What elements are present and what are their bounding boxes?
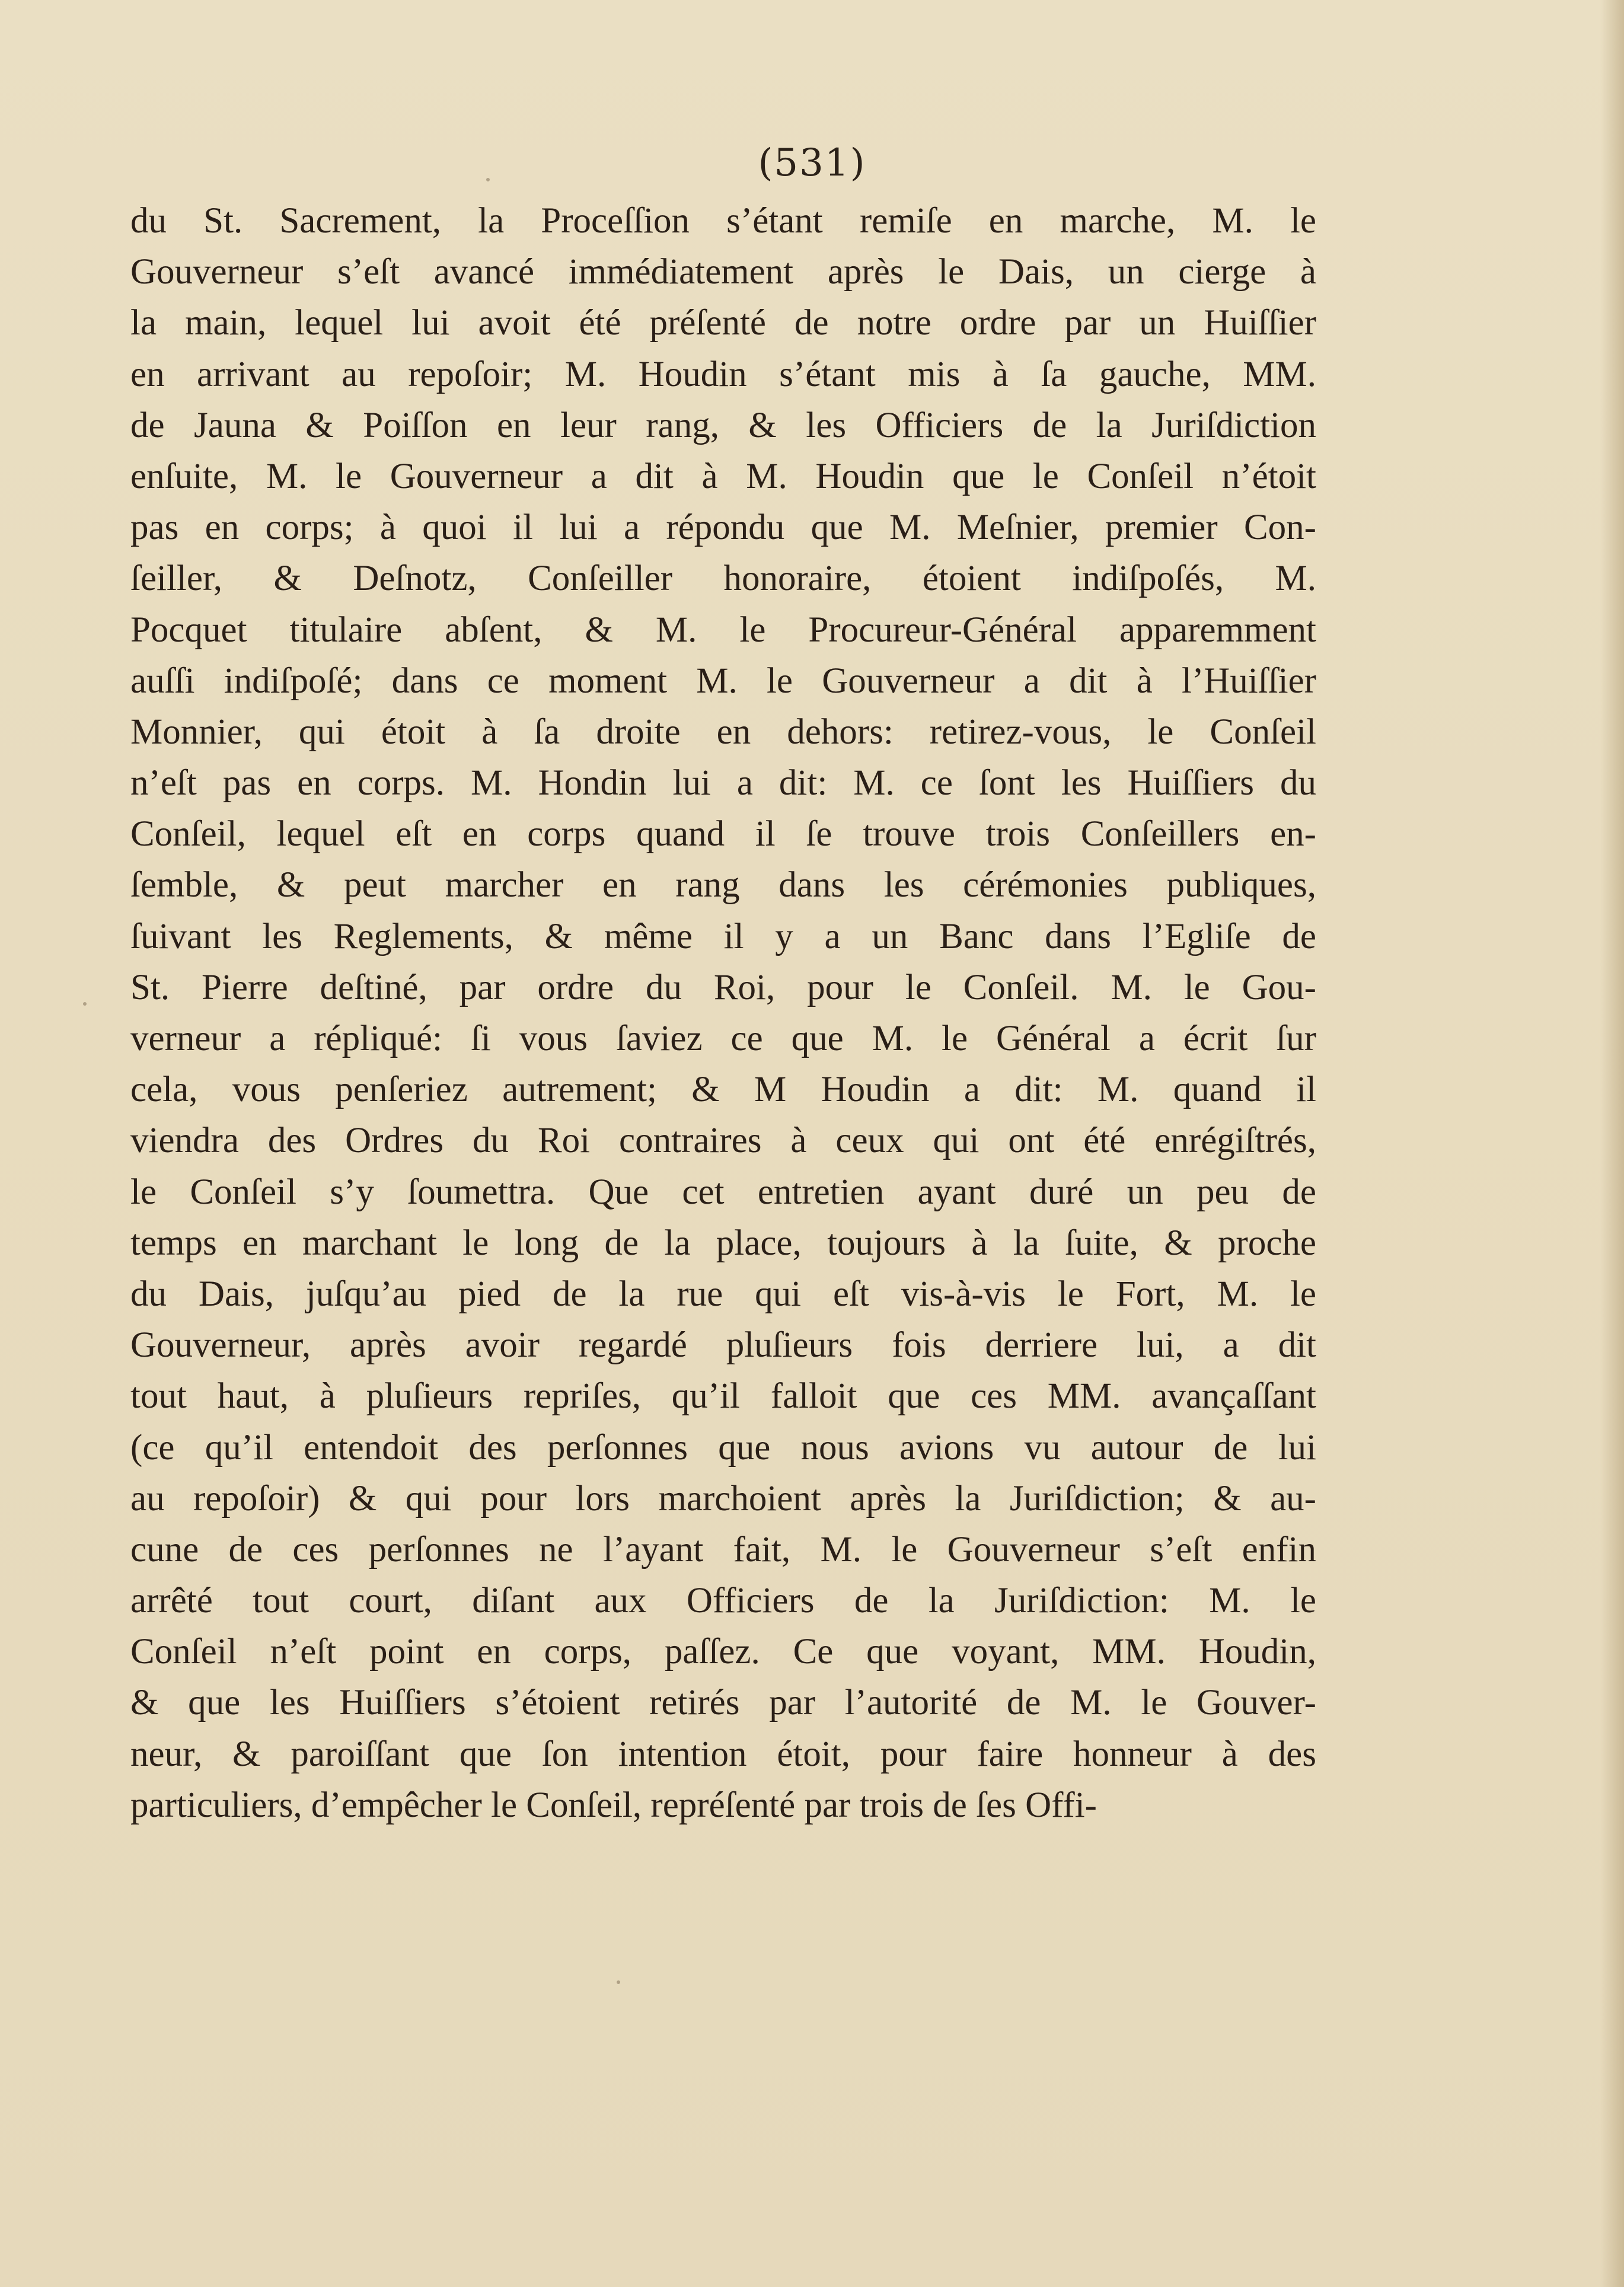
page-number: (531) <box>758 141 866 185</box>
text-line: Conſeil, lequel eſt en corps quand il ſe trouve trois Conſeillers en- <box>130 814 1316 854</box>
text-line: Monnier, qui étoit à ſa droite en dehors: retirez-vous, le Conſeil <box>130 712 1316 752</box>
text-line: Pocquet titulaire abſent, & M. le Procureur-Général apparemment <box>130 610 1316 650</box>
text-line: & que les Huiſſiers s’étoient retirés par l’autorité de M. le Gouver- <box>130 1683 1316 1723</box>
text-line: cela, vous penſeriez autrement; & M Houdin a dit: M. quand il <box>130 1070 1316 1110</box>
text-line: (ce qu’il entendoit des perſonnes que nous avions vu autour de lui <box>130 1427 1316 1468</box>
text-line: de Jauna & Poiſſon en leur rang, & les Officiers de la Juriſdiction <box>130 405 1316 445</box>
text-line: Conſeil n’eſt point en corps, paſſez. Ce que voyant, MM. Houdin, <box>130 1632 1316 1672</box>
text-line: enſuite, M. le Gouverneur a dit à M. Houdin que le Conſeil n’étoit <box>130 456 1316 496</box>
text-line: temps en marchant le long de la place, toujours à la ſuite, & proche <box>130 1223 1316 1263</box>
text-line: du Dais, juſqu’au pied de la rue qui eſt vis-à-vis le Fort, M. le <box>130 1274 1316 1314</box>
text-line: pas en corps; à quoi il lui a répondu que M. Meſnier, premier Con- <box>130 508 1316 548</box>
text-line: neur, & paroiſſant que ſon intention étoit, pour faire honneur à des <box>130 1734 1316 1774</box>
text-line: Gouverneur s’eſt avancé immédiatement après le Dais, un cierge à <box>130 252 1316 292</box>
text-line: verneur a répliqué: ſi vous ſaviez ce que M. le Général a écrit ſur <box>130 1019 1316 1058</box>
text-line: en arrivant au repoſoir; M. Houdin s’étant mis à ſa gauche, MM. <box>130 354 1316 394</box>
text-line: ſemble, & peut marcher en rang dans les cérémonies publiques, <box>130 865 1316 905</box>
paper-speck <box>486 178 490 181</box>
text-line: du St. Sacrement, la Proceſſion s’étant remiſe en marche, M. le <box>130 201 1316 241</box>
paper-speck <box>83 1002 87 1006</box>
text-line: tout haut, à pluſieurs repriſes, qu’il falloit que ces MM. avançaſſant <box>130 1376 1316 1417</box>
body-text <box>130 196 1316 1831</box>
text-line: St. Pierre deſtiné, par ordre du Roi, pour le Conſeil. M. le Gou- <box>130 967 1316 1007</box>
text-line: ſeiller, & Deſnotz, Conſeiller honoraire, étoient indiſpoſés, M. <box>130 559 1316 599</box>
page-edge-shading <box>1600 0 1624 2287</box>
text-line: viendra des Ordres du Roi contraires à ceux qui ont été enrégiſtrés, <box>130 1121 1316 1161</box>
paper-speck <box>617 1980 620 1984</box>
text-line: auſſi indiſpoſé; dans ce moment M. le Gouverneur a dit à l’Huiſſier <box>130 661 1316 701</box>
text-line: particuliers, d’empêcher le Conſeil, repréſenté par trois de ſes Offi- <box>130 1785 1097 1825</box>
text-line: Gouverneur, après avoir regardé pluſieurs fois derriere lui, a dit <box>130 1325 1316 1366</box>
text-line: la main, lequel lui avoit été préſenté de notre ordre par un Huiſſier <box>130 303 1316 343</box>
text-line: n’eſt pas en corps. M. Hondin lui a dit: M. ce ſont les Huiſſiers du <box>130 763 1316 803</box>
text-line: le Conſeil s’y ſoumettra. Que cet entretien ayant duré un peu de <box>130 1172 1316 1212</box>
text-line: cune de ces perſonnes ne l’ayant fait, M. le Gouverneur s’eſt enfin <box>130 1529 1316 1570</box>
text-line: ſuivant les Reglements, & même il y a un Banc dans l’Egliſe de <box>130 916 1316 956</box>
text-line: arrêté tout court, diſant aux Officiers de la Juriſdiction: M. le <box>130 1581 1316 1621</box>
text-line: au repoſoir) & qui pour lors marchoient après la Juriſdiction; & au- <box>130 1478 1316 1519</box>
